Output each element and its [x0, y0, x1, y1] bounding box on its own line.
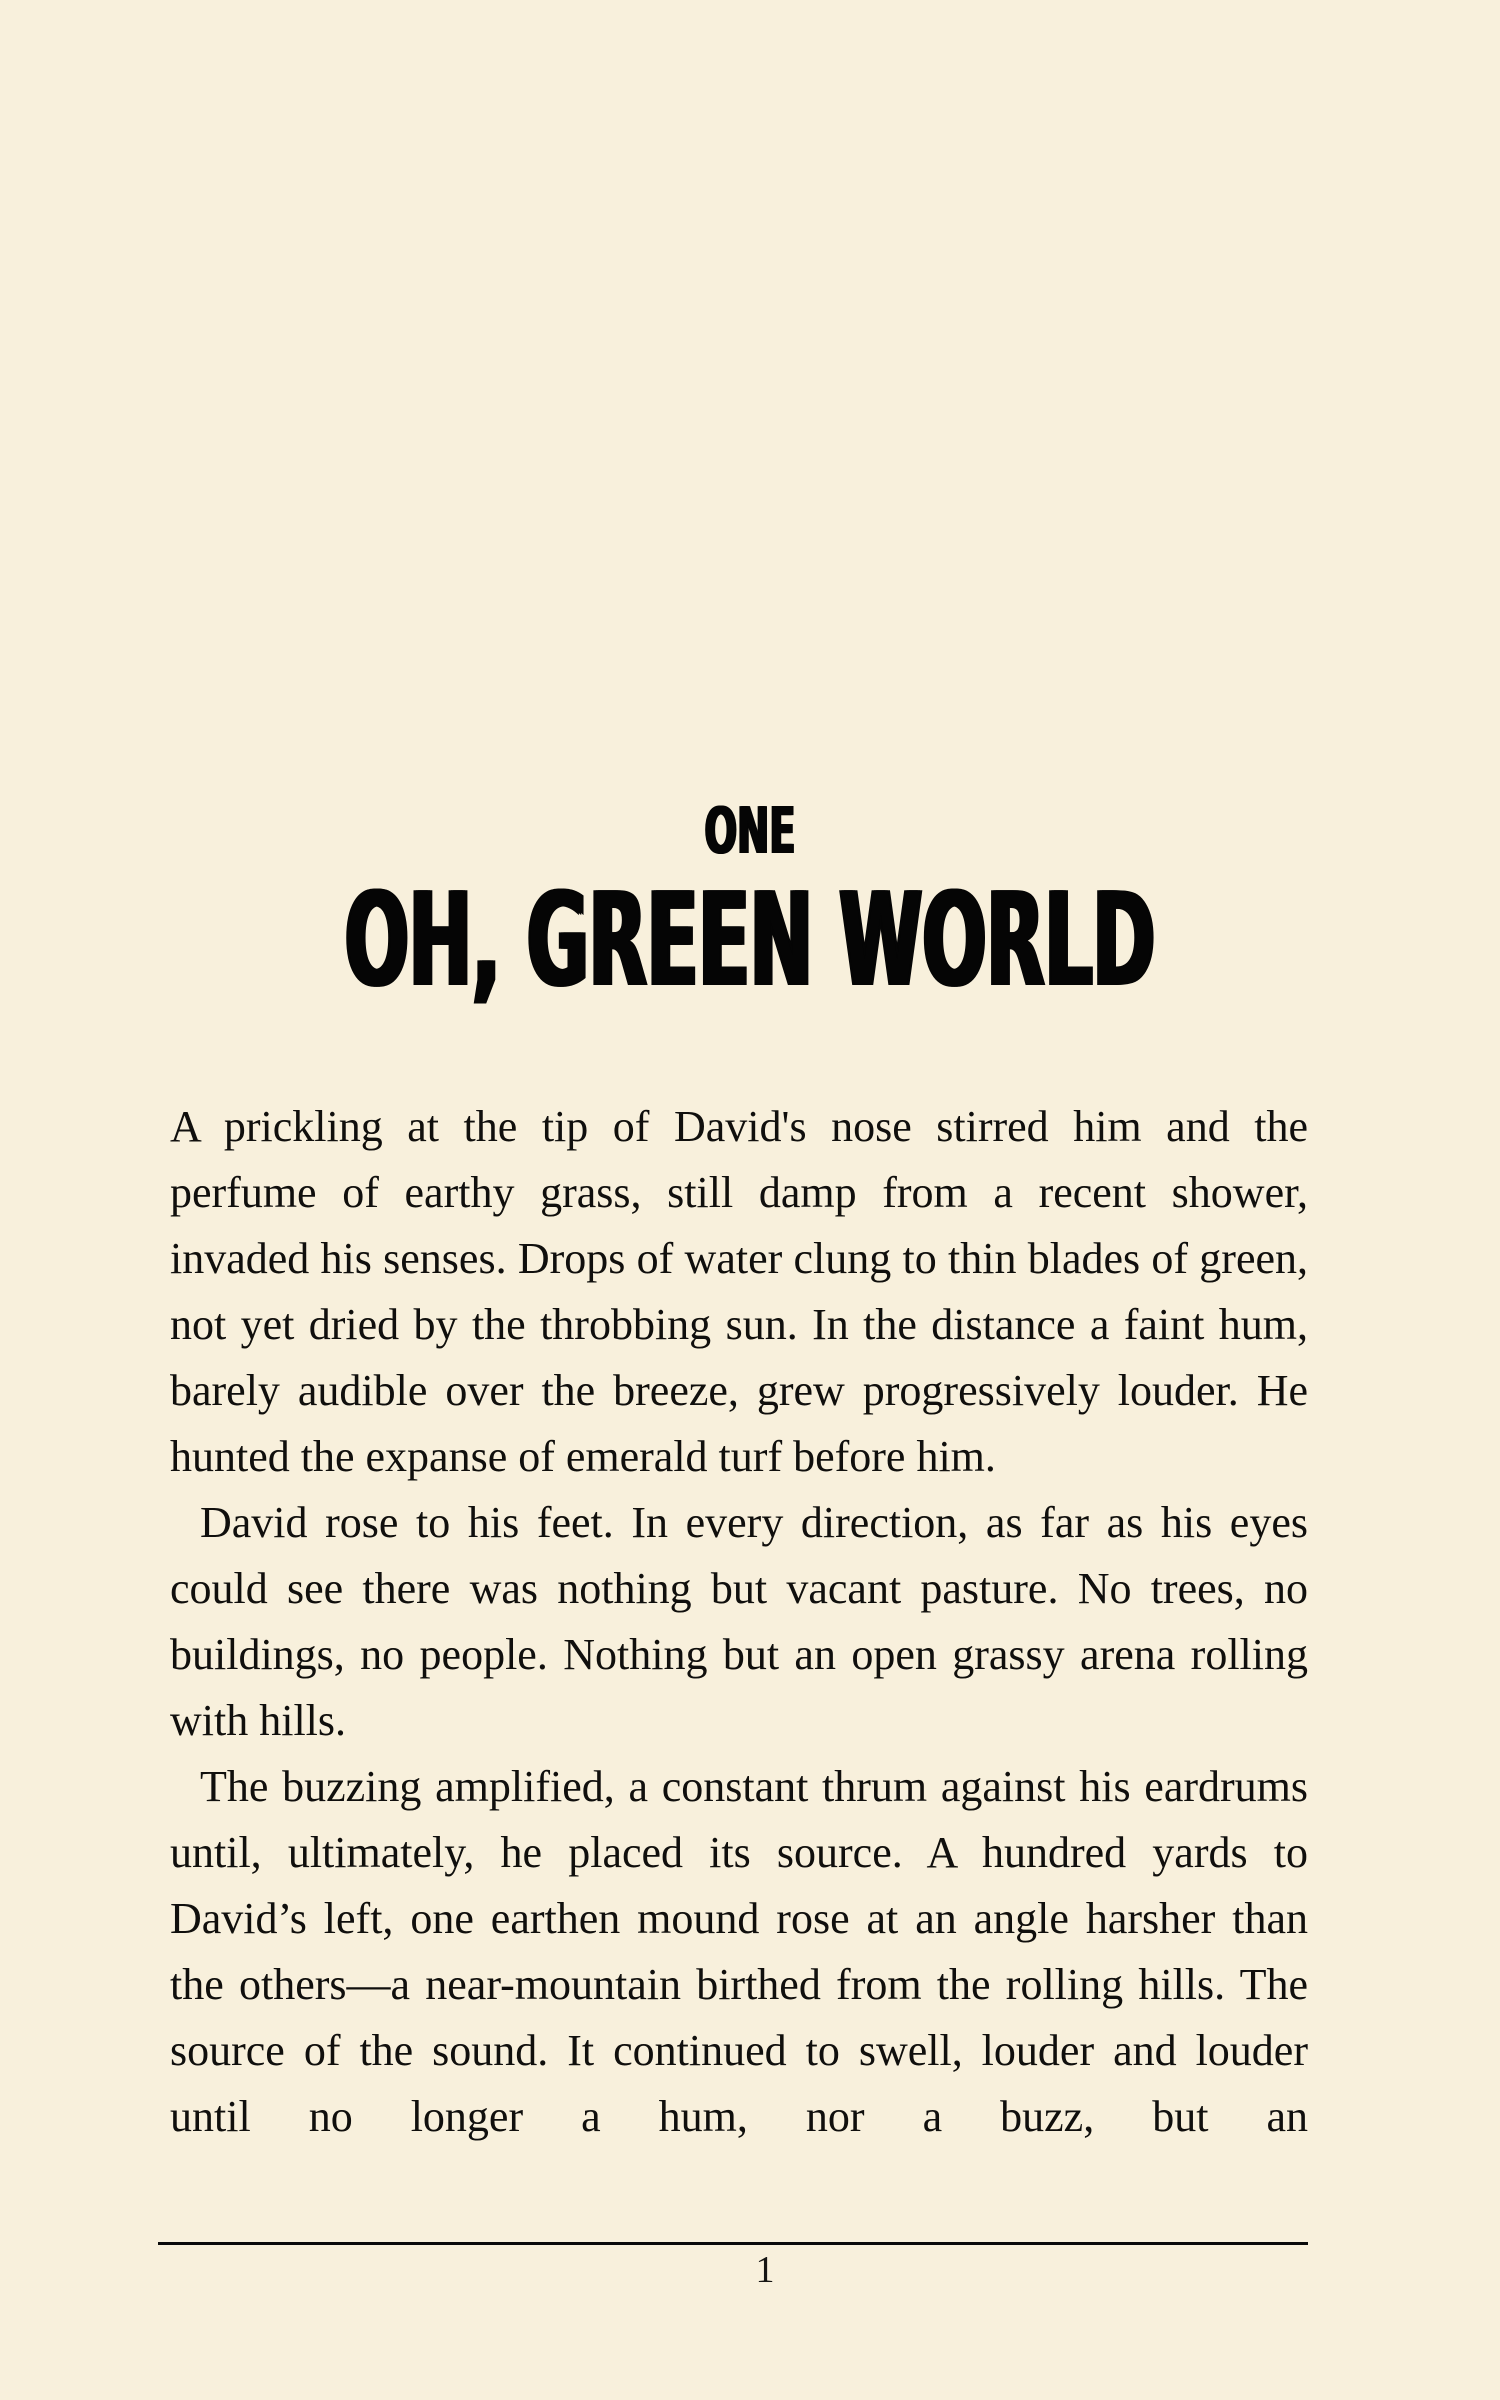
- chapter-number: [0, 795, 1500, 869]
- footer-rule: [158, 2242, 1308, 2245]
- chapter-title-label: OH, GREEN WORLD: [344, 864, 1156, 1016]
- chapter-title: [0, 864, 1500, 1016]
- body-text: [170, 1094, 1308, 2150]
- chapter-number-label: ONE: [704, 795, 796, 869]
- paragraph-1: A prickling at the tip of David's nose stirred him and the perfume of earthy grass, still damp from a recent shower, invaded his senses. Drops of water clung to thin blades of green, not yet dried by the throbbing sun. In the distance a faint hum, barely audible over the breeze, grew progressively louder. He hunted the expanse of emerald turf before him.: [170, 1102, 1308, 1481]
- paragraph-3: The buzzing amplified, a constant thrum against his eardrums until, ultimately, he placed its source. A hundred yards to David’s left, one earthen mound rose at an angle harsher than the others—a near-mountain birthed from the rolling hills. The source of the sound. It continued to swell, louder and louder until no longer a hum, nor a buzz, but an: [170, 1762, 1308, 2141]
- page-number: 1: [755, 2249, 775, 2291]
- paragraph-2: David rose to his feet. In every direction, as far as his eyes could see there was nothing but vacant pasture. No trees, no buildings, no people. Nothing but an open grassy arena rolling with hills.: [170, 1498, 1308, 1745]
